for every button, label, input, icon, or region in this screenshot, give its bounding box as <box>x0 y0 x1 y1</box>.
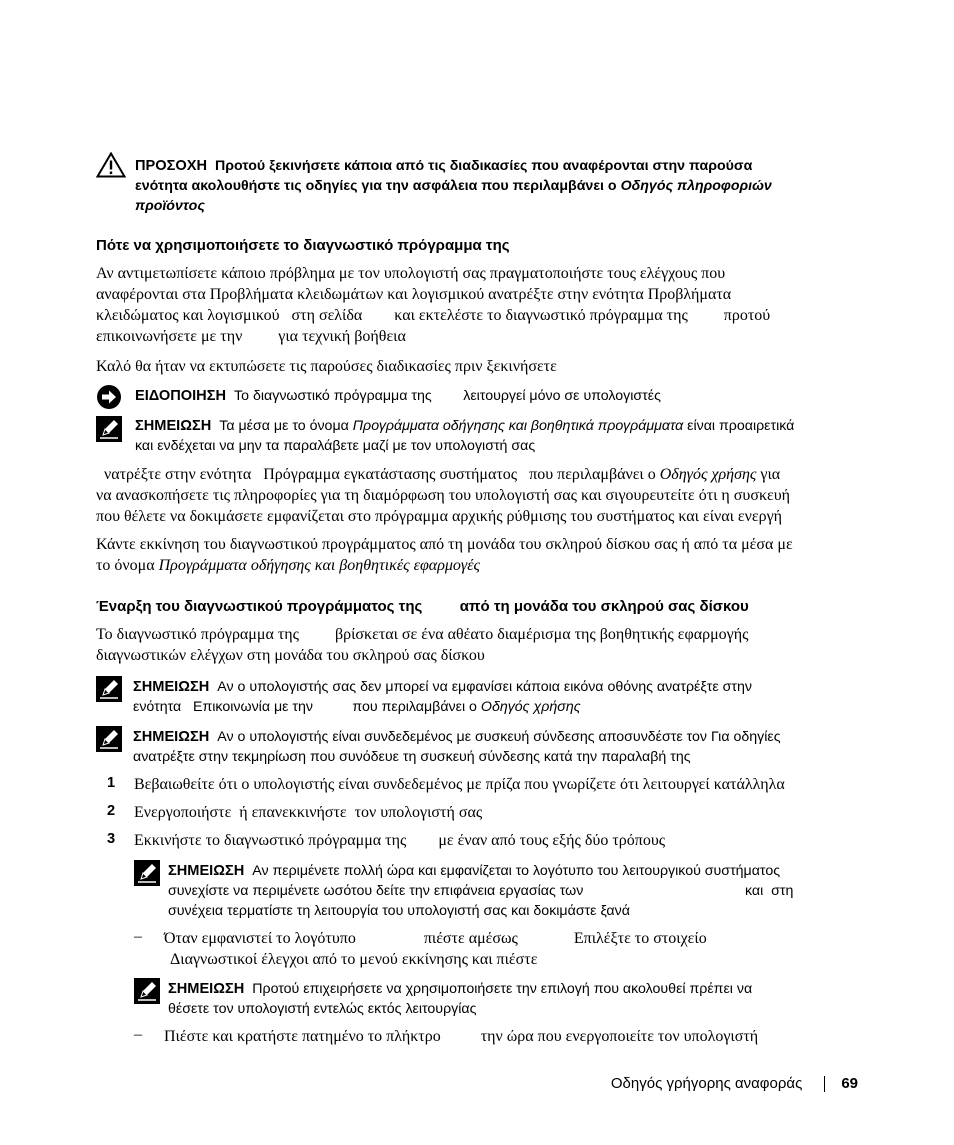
dash1-text <box>164 928 858 970</box>
para-line: αναφέρονται στα Προβλήματα κλειδωμάτων και λογισμικού ανατρέξτε στην ενότητα Προβλήματα <box>96 286 732 303</box>
section1-para1 <box>96 263 858 347</box>
s2-note1-text-2b: Οδηγός χρήσης <box>480 699 581 715</box>
section2-para1-line2: διαγνωστικών ελέγχων στη μονάδα του σκληρού σας δίσκου <box>96 647 485 664</box>
s2-note1-text-1: Αν ο υπολογιστής σας δεν μπορεί να εμφανίσει κάποια εικόνα οθόνης ανατρέξτε στην <box>217 679 752 695</box>
section1-heading: Πότε να χρησιμοποιήσετε το διαγνωστικό πρόγραμμα της <box>96 237 510 254</box>
s2-note1-block <box>133 677 857 717</box>
s2-note2-text-2: ανατρέξτε στην τεκμηρίωση που συνόδευε τη συσκευή σύνδεσης κατά την παραλαβή της <box>133 749 691 765</box>
note1-block <box>135 416 857 456</box>
step-number: 2 <box>107 803 116 819</box>
s2-note4-block <box>168 979 858 1019</box>
notice-text: Το διαγνωστικό πρόγραμμα της λειτουργεί μόνο σε υπολογιστές <box>234 388 661 404</box>
notice-block <box>135 386 855 406</box>
para3-line1a: νατρέξτε στην ενότητα Πρόγραμμα εγκατάστασης συστήματος που περιλαμβάνει ο <box>96 466 656 483</box>
dash1-line2: Διαγνωστικοί έλεγχοι από το μενού εκκίνησης και πιέστε <box>170 951 538 968</box>
note-pencil-icon <box>96 676 122 702</box>
para4-line2b: Προγράμματα οδήγησης και βοηθητικές εφαρμογές <box>158 557 481 574</box>
caution-text-2: ενότητα ακολουθήστε τις οδηγίες για την ασφάλεια που περιλαμβάνει ο <box>135 178 617 194</box>
s2-note4-text-2: θέσετε τον υπολογιστή εντελώς εκτός λειτουργίας <box>168 1001 477 1017</box>
para3-line1c: για <box>760 466 781 483</box>
note1-label: ΣΗΜΕΙΩΣΗ <box>135 418 212 434</box>
s2-note3-text-2: συνεχίστε να περιμένετε ωσότου δείτε την επιφάνεια εργασίας των και στη <box>168 883 794 899</box>
para3-line1b: Οδηγός χρήσης <box>659 466 757 483</box>
note-pencil-icon <box>134 860 160 886</box>
s2-note1-text-2a: ενότητα Επικοινωνία με την που περιλαμβάνει ο <box>133 699 477 715</box>
dash2-text: Πιέστε και κρατήστε πατημένο το πλήκτρο την ώρα που ενεργοποιείτε τον υπολογιστή <box>164 1028 759 1045</box>
s2-note2-block <box>133 727 857 767</box>
step-number: 1 <box>107 775 116 791</box>
note-pencil-icon <box>134 978 160 1004</box>
section2-para1-line1: Το διαγνωστικό πρόγραμμα της βρίσκεται σε ένα αθέατο διαμέρισμα της βοηθητικής εφαρμογής <box>96 626 749 643</box>
section2-heading: Έναρξη του διαγνωστικού προγράμματος της από τη μονάδα του σκληρού σας δίσκου <box>96 598 749 615</box>
para-line: Αν αντιμετωπίσετε κάποιο πρόβλημα με τον υπολογιστή σας πραγματοποιήστε τους ελέγχους που <box>96 265 726 282</box>
caution-text-1: Προτού ξεκινήσετε κάποια από τις διαδικασίες που αναφέρονται στην παρούσα <box>215 158 753 174</box>
footer-divider <box>824 1076 825 1092</box>
s2-note2-text-1: Αν ο υπολογιστής είναι συνδεδεμένος με συσκευή σύνδεσης αποσυνδέστε τον Για οδηγίες <box>217 729 781 745</box>
caution-text-2-italic: Οδηγός πληροφοριών <box>620 178 772 194</box>
para-line: επικοινωνήσετε με την για τεχνική βοήθεια <box>96 328 406 345</box>
step-text: Βεβαιωθείτε ότι ο υπολογιστής είναι συνδεδεμένος με πρίζα που γνωρίζετε ότι λειτουργεί κατάλληλα <box>134 776 785 793</box>
page-number: 69 <box>841 1075 858 1092</box>
s2-note3-text-3: συνέχεια τερματίστε τη λειτουργία του υπολογιστή σας και δοκιμάστε ξανά <box>168 903 630 919</box>
para3-line3: που θέλετε να δοκιμάσετε εμφανίζεται στο πρόγραμμα αρχικής ρύθμισης του συστήματος και είναι ενεργή <box>96 508 783 525</box>
s2-note2-label: ΣΗΜΕΙΩΣΗ <box>133 729 210 745</box>
note-pencil-icon <box>96 416 122 442</box>
step-text: Εκκινήστε το διαγνωστικό πρόγραμμα της με έναν από τους εξής δύο τρόπους <box>134 832 666 849</box>
s2-note3-text-1: Αν περιμένετε πολλή ώρα και εμφανίζεται το λογότυπο του λειτουργικού συστήματος <box>252 863 781 879</box>
para-line: κλειδώματος και λογισμικού στη σελίδα και εκτελέστε το διαγνωστικό πρόγραμμα της προτού <box>96 307 771 324</box>
para4-line1: Κάντε εκκίνηση του διαγνωστικού προγράμματος από τη μονάδα του σκληρού δίσκου σας ή από τα μέσα με <box>96 536 793 553</box>
warning-triangle-icon <box>96 152 126 178</box>
section1-para2: Καλό θα ήταν να εκτυπώσετε τις παρούσες διαδικασίες πριν ξεκινήσετε <box>96 358 557 375</box>
section1-para4 <box>96 534 858 576</box>
note1-text-1c: είναι προαιρετικά <box>687 418 795 434</box>
dash-marker: – <box>134 928 142 945</box>
para4-line2a: το όνομα <box>96 557 155 574</box>
notice-arrow-icon <box>96 384 122 410</box>
caution-block <box>135 156 855 216</box>
s2-note3-block <box>168 861 858 921</box>
note1-text-1b: Προγράμματα οδήγησης και βοηθητικά προγράμματα <box>352 418 684 434</box>
page-footer <box>611 1075 858 1092</box>
section1-para3 <box>96 464 858 527</box>
para3-line2: να ανασκοπήσετε τις πληροφορίες για τη διαμόρφωση του υπολογιστή σας και σιγουρευτείτε ότι η συσκευή <box>96 487 791 504</box>
footer-title: Οδηγός γρήγορης αναφοράς <box>610 1075 803 1092</box>
note1-text-1a: Τα μέσα με το όνομα <box>219 418 349 434</box>
section2-para1 <box>96 624 858 666</box>
s2-note1-label: ΣΗΜΕΙΩΣΗ <box>133 679 210 695</box>
s2-note4-text-1: Προτού επιχειρήσετε να χρησιμοποιήσετε την επιλογή που ακολουθεί πρέπει να <box>252 981 753 997</box>
dash-marker: – <box>134 1026 142 1043</box>
note-pencil-icon <box>96 726 122 752</box>
dash1-line1: Όταν εμφανιστεί το λογότυπο πιέστε αμέσως Επιλέξτε το στοιχείο <box>164 930 707 947</box>
step-text: Ενεργοποιήστε ή επανεκκινήστε τον υπολογιστή σας <box>134 804 483 821</box>
s2-note4-label: ΣΗΜΕΙΩΣΗ <box>168 981 245 997</box>
caution-label: ΠΡΟΣΟΧΗ <box>135 158 208 174</box>
s2-note3-label: ΣΗΜΕΙΩΣΗ <box>168 863 245 879</box>
notice-label: ΕΙΔΟΠΟΙΗΣΗ <box>135 388 227 404</box>
caution-text-3-italic: προϊόντος <box>135 198 205 214</box>
note1-text-2: και ενδέχεται να μην τα παραλάβετε μαζί με τον υπολογιστή σας <box>135 438 536 454</box>
step-number: 3 <box>107 831 116 847</box>
